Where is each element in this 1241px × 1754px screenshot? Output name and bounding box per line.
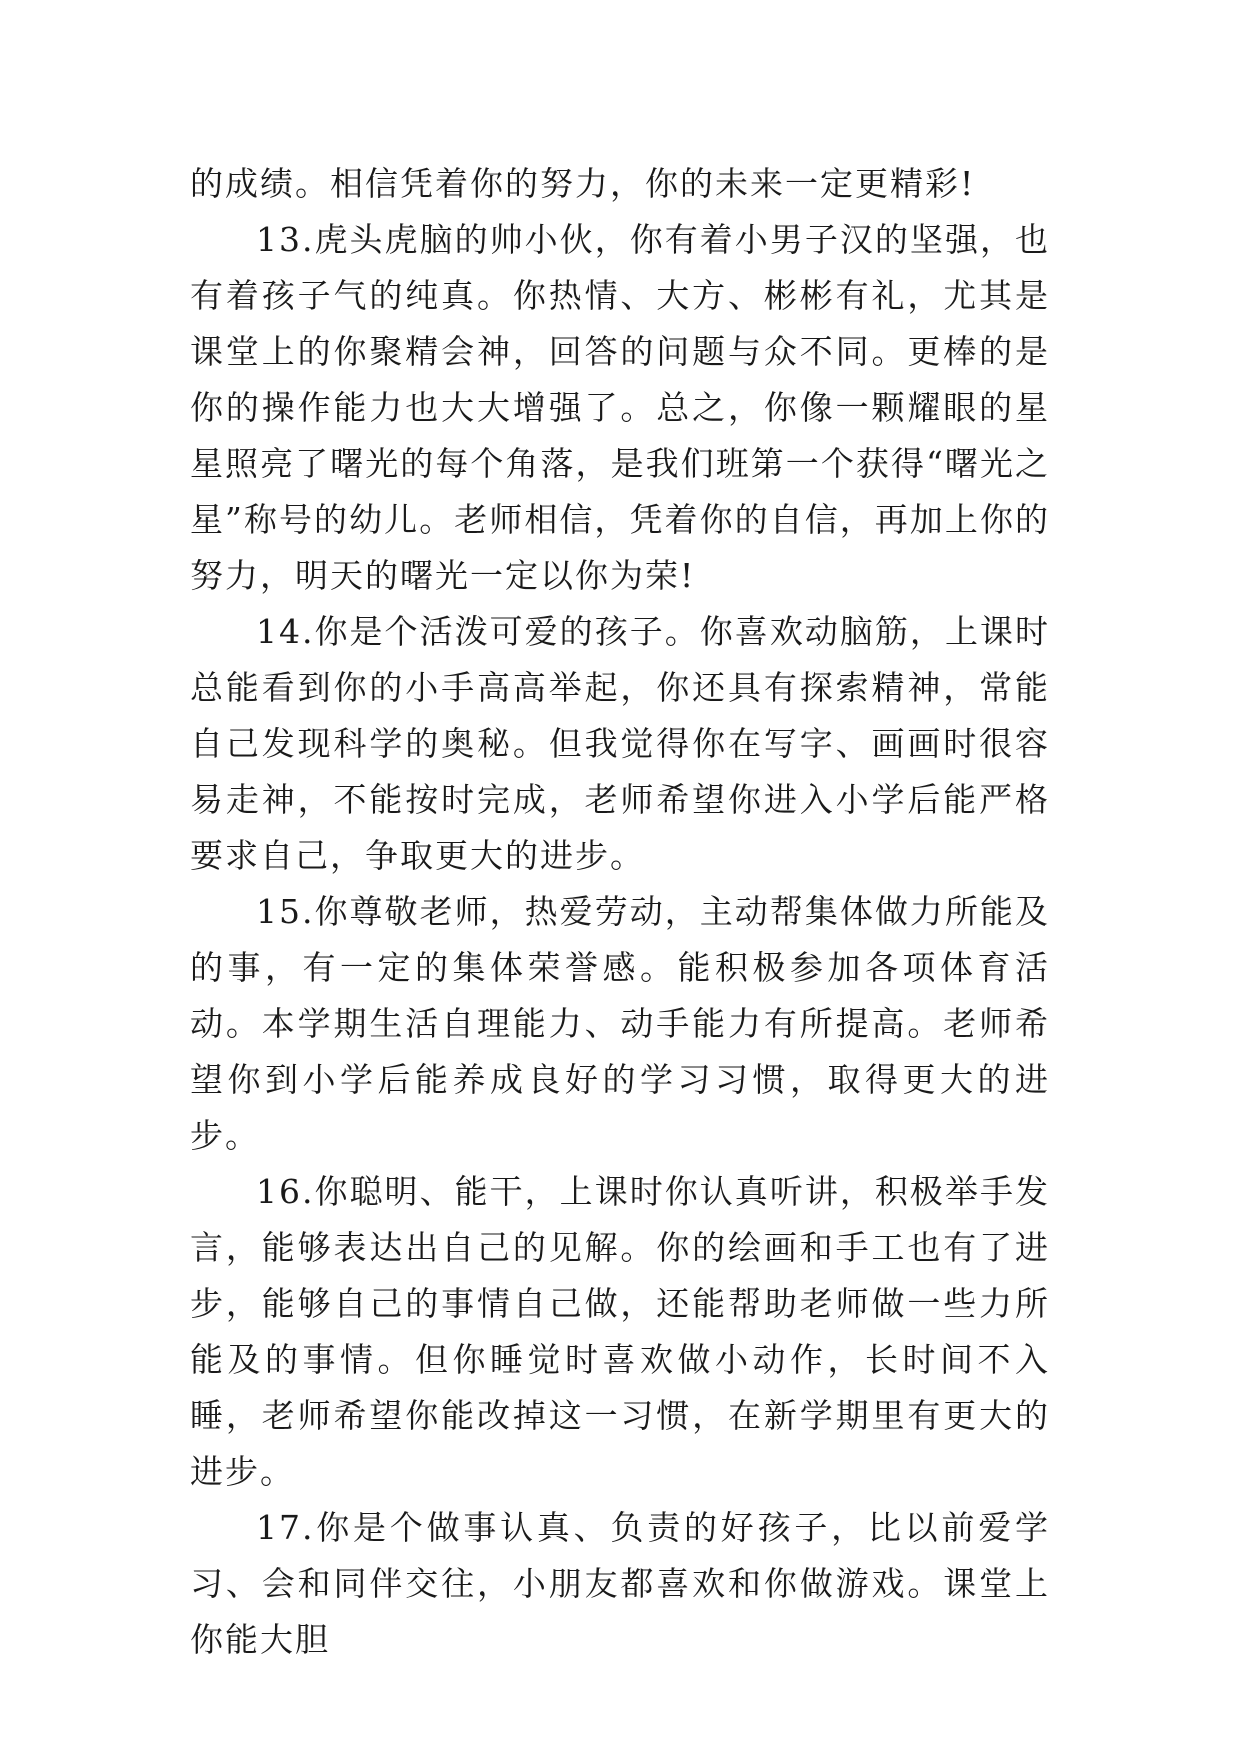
paragraph-item-14: 14.你是个活泼可爱的孩子。你喜欢动脑筋，上课时总能看到你的小手高高举起，你还具有探索精神，常能自己发现科学的奥秘。但我觉得你在写字、画画时很容易走神，不能按时完成，老师希望你进入小学后能严格要求自己，争取更大的进步。	[190, 612, 1050, 875]
paragraph-item-13: 13.虎头虎脑的帅小伙，你有着小男子汉的坚强，也有着孩子气的纯真。你热情、大方、彬彬有礼，尤其是课堂上的你聚精会神，回答的问题与众不同。更棒的是你的操作能力也大大增强了。总之，你像一颗耀眼的星星照亮了曙光的每个角落，是我们班第一个获得“曙光之星”称号的幼儿。老师相信，凭着你的自信，再加上你的努力，明天的曙光一定以你为荣!	[190, 220, 1050, 595]
paragraph-continuation: 的成绩。相信凭着你的努力，你的未来一定更精彩!	[190, 164, 976, 203]
paragraph-item-15: 15.你尊敬老师，热爱劳动，主动帮集体做力所能及的事，有一定的集体荣誉感。能积极参加各项体育活动。本学期生活自理能力、动手能力有所提高。老师希望你到小学后能养成良好的学习习惯，取得更大的进步。	[190, 892, 1050, 1155]
paragraph-item-17: 17.你是个做事认真、负责的好孩子，比以前爱学习、会和同伴交往，小朋友都喜欢和你做游戏。课堂上你能大胆	[190, 1508, 1050, 1659]
document-body	[190, 156, 1050, 1668]
paragraph-item-16: 16.你聪明、能干，上课时你认真听讲，积极举手发言，能够表达出自己的见解。你的绘画和手工也有了进步，能够自己的事情自己做，还能帮助老师做一些力所能及的事情。但你睡觉时喜欢做小动作，长时间不入睡，老师希望你能改掉这一习惯，在新学期里有更大的进步。	[190, 1172, 1050, 1491]
